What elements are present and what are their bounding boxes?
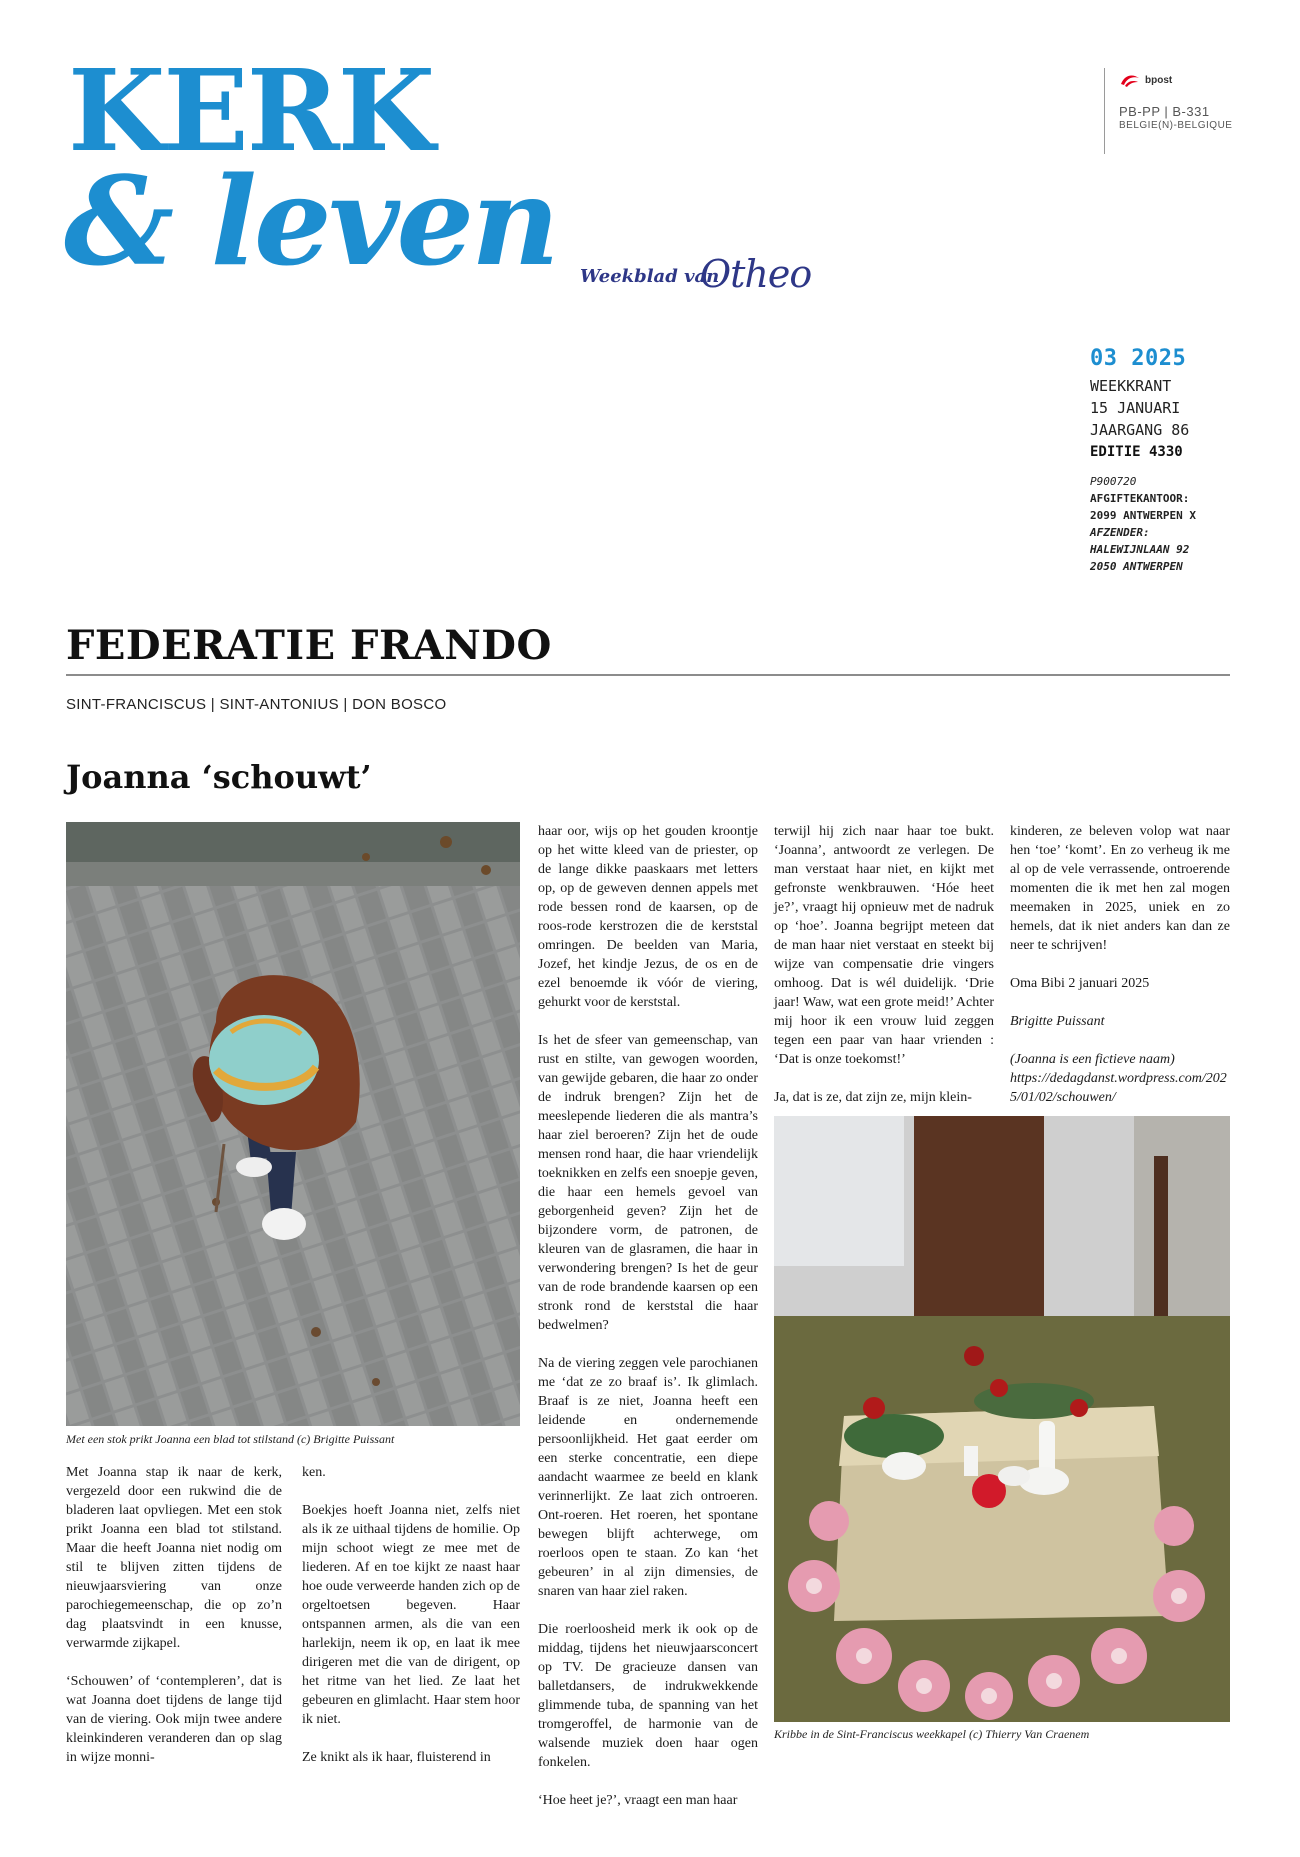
- photo-nativity-crib: [774, 1116, 1230, 1722]
- sender-street: HALEWIJNLAAN 92: [1090, 543, 1190, 556]
- paragraph: kinderen, ze beleven volop wat naar hen ‘toe’ ‘komt’. En zo verheug ik me al op de vele verrassende, ontroerende momenten die ik met hen zal mogen meemaken in 2025, uniek en zo hemels, dat ik niet anders kan dan ze neer te schrijven!: [1010, 824, 1230, 953]
- bpost-label: bpost: [1145, 74, 1173, 86]
- paragraph: Die roerloosheid merk ik ook op de middag, tijdens het nieuwjaarsconcert op TV. De gracieuze dansen van balletdansers, de indrukwekkende glimmende tuba, de spanning van het tromgeroffel, de harmonie van de walsende muziek doen haar ogen fonkelen.: [538, 1622, 758, 1770]
- issue-date: 15 JANUARI: [1090, 399, 1181, 417]
- paragraph: ‘Hoe heet je?’, vraagt een man haar: [538, 1793, 738, 1808]
- photo-child-illustration: [66, 822, 520, 1426]
- photo-crib-illustration: [774, 1116, 1230, 1722]
- logo-kerk: KERK: [68, 46, 434, 177]
- issue-code: P900720: [1090, 475, 1137, 488]
- paragraph: Ja, dat is ze, dat zijn ze, mijn klein-: [774, 1090, 972, 1105]
- paragraph: ‘Schouwen’ of ‘contempleren’, dat is wat Joanna doet tijdens de lange tijd van de viering. Ook mijn twee andere kleinkinderen veranderen dan op slag in wijze monni-: [66, 1674, 282, 1765]
- postage-line1: PB-PP | B-331: [1119, 104, 1210, 119]
- section-title: FEDERATIE FRANDO: [66, 622, 552, 669]
- bpost-logo: [1119, 72, 1249, 88]
- article-column-5: [1010, 822, 1230, 1107]
- paragraph: Is het de sfeer van gemeenschap, van rust en stilte, van gewogen woorden, van gewijde gebaren, die haar zo onder de indruk brengen? Zijn het de meeslepende liederen die als mantra’s haar ziel beroeren? Zijn het de oude mensen rond haar, die haar vriendelijk toeknikken en zelfs een snoepje geven, die haar een hemels gevoel van geborgenheid geven? Zijn het de bijzondere vorm, de patronen, de kleuren van de glasramen, die haar in verwondering brengen? Is het de geur van de rode brandende kaarsen op een stronk rond de kerststal die haar bedwelmen?: [538, 1033, 758, 1333]
- sender-city: 2050 ANTWERPEN: [1090, 560, 1183, 573]
- office: 2099 ANTWERPEN X: [1090, 509, 1196, 522]
- article-column-1: [66, 1463, 282, 1786]
- paragraph: haar oor, wijs op het gouden kroontje op het witte kleed van de priester, op de lange dikke paaskaars met letters op, op de geweven dennen appels met rode bessen rond de kaarsen, op de roos-rode kerstrozen die de kerststal omringen. De beelden van Maria, Jozef, het kindje Jezus, de os en de ezel benoemde ik vóór de viering, gehurkt voor de kerststal.: [538, 824, 758, 1010]
- article-headline: Joanna ‘schouwt’: [66, 758, 372, 796]
- footnote: (Joanna is een fictieve naam): [1010, 1052, 1175, 1067]
- sender-label: AFZENDER:: [1090, 526, 1150, 539]
- logo-leven: & leven: [64, 149, 557, 293]
- issue-info: [1090, 346, 1250, 575]
- paragraph: Boekjes hoeft Joanna niet, zelfs niet als ik ze uithaal tijdens de homilie. Op mijn schoot wiegt ze mee met de liederen. Af en toe kijkt ze naast haar hoe oude verweerde handen zich op de orgeltoetsen begeven. Haar ontspannen armen, als die van een harlekijn, neem ik op, en laat ik mee dirigeren met die van de dirigent, op het ritme van het lied. Ze laat het gebeuren en glimlacht. Haar stem hoor ik niet.: [302, 1503, 520, 1727]
- tagline: Weekblad van: [580, 266, 720, 287]
- photo-child-with-stick: [66, 822, 520, 1426]
- issue-edition: EDITIE 4330: [1090, 444, 1183, 460]
- postage-box: [1104, 68, 1249, 154]
- issue-volume: JAARGANG 86: [1090, 421, 1190, 439]
- author: Brigitte Puissant: [1010, 1014, 1105, 1029]
- issue-type: WEEKKRANT: [1090, 377, 1172, 395]
- photo1-caption: Met een stok prikt Joanna een blad tot stilstand (c) Brigitte Puissant: [66, 1432, 395, 1446]
- paragraph: Ze knikt als ik haar, fluisterend in: [302, 1750, 491, 1765]
- source-link[interactable]: https://dedagdanst.wordpress.com/2025/01/02/schouwen/: [1010, 1071, 1227, 1105]
- publisher-logo: Otheo: [700, 252, 812, 296]
- parish-list: SINT-FRANCISCUS | SINT-ANTONIUS | DON BOSCO: [66, 696, 447, 713]
- photo2-caption: Kribbe in de Sint-Franciscus weekkapel (c) Thierry Van Craenem: [774, 1727, 1090, 1741]
- article-column-3: [538, 822, 758, 1829]
- article-column-2: [302, 1463, 520, 1786]
- office-label: AFGIFTEKANTOOR:: [1090, 492, 1190, 505]
- paragraph: terwijl hij zich naar haar toe bukt. ‘Joanna’, antwoordt ze verlegen. De man verstaat haar niet, en kijkt met gefronste wenkbrauwen. ‘Hóe heet je?’, vraagt hij opnieuw met de nadruk op ‘hoe’. Joanna begrijpt meteen dat de man haar niet verstaat en steekt bij wijze van compensatie drie vingers omhoog. Dat is wél duidelijk. ‘Drie jaar! Waw, wat een grote meid!’ Achter mij hoor ik een vrouw luid zeggen tegen een paar van haar vrienden : ‘Dat is onze toekomst!’: [774, 824, 994, 1067]
- paragraph: Na de viering zeggen vele parochianen me ‘dat ze zo braaf is’. Ik glimlach. Braaf is ze niet, Joanna heeft een leidende en ondernemende persoonlijkheid. Het gaat eerder om een sterke concentratie, een diepe aandacht waarmee ze beeld en klank verinnerlijkt. Ze laat zich ontroeren. Ont-roeren. Het roeren, het spontane bewegen blijft achterwege, om roerloos open te staan. Zo kan ‘het gebeuren’ in al zijn dimensies, de snaren van haar ziel raken.: [538, 1356, 758, 1599]
- issue-number: 03 2025: [1090, 346, 1187, 371]
- article-column-4: [774, 822, 994, 1126]
- postage-line2: BELGIE(N)-BELGIQUE: [1119, 120, 1233, 131]
- paragraph: Met Joanna stap ik naar de kerk, vergezeld door een rukwind die de bladeren laat opvliegen. Met een stok prikt Joanna een blad tot stilstand. Maar die heeft Joanna niet nodig om stil te blijven zitten tijdens de nieuwjaarsviering van onze parochiegemeenschap, die op zo’n dag plaatsvindt in een knusse, verwarmde zijkapel.: [66, 1465, 282, 1651]
- section-divider: [66, 674, 1230, 676]
- paragraph: ken.: [302, 1465, 326, 1480]
- signoff: Oma Bibi 2 januari 2025: [1010, 976, 1150, 991]
- bpost-icon: [1119, 72, 1141, 88]
